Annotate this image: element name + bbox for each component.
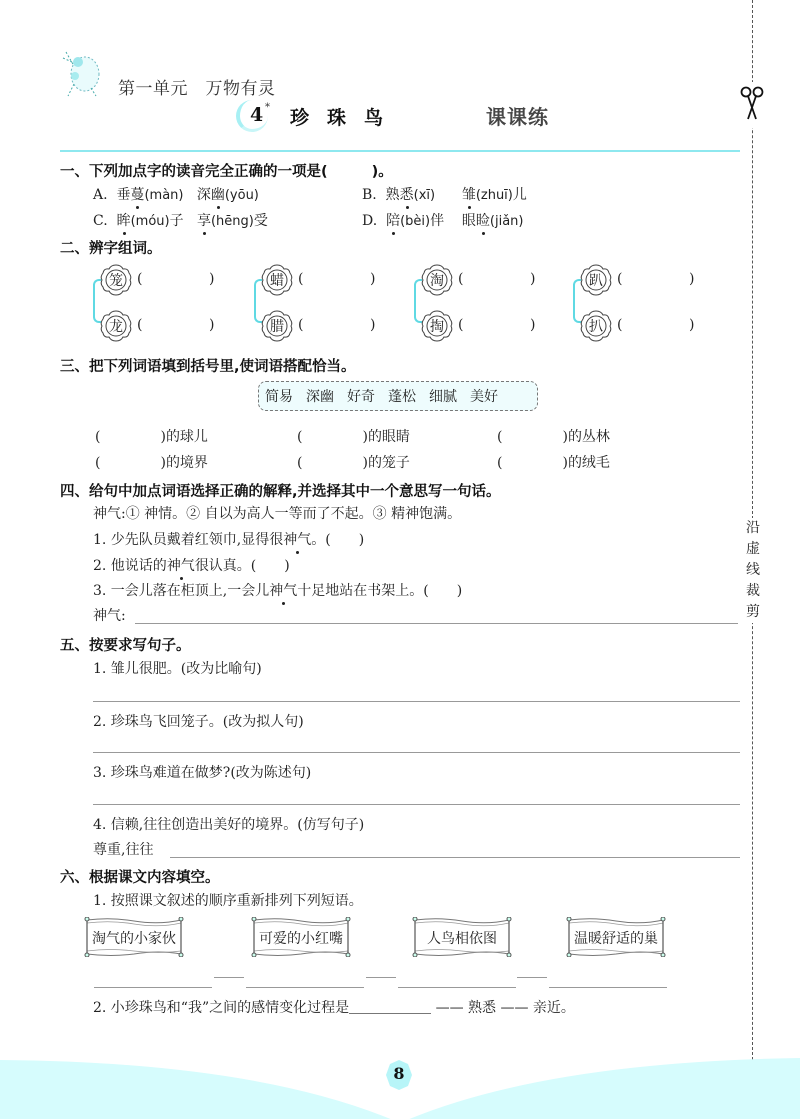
section-6-heading: 六、根据课文内容填空。: [60, 870, 220, 886]
phrase-card[interactable]: 人鸟相依图: [411, 917, 513, 957]
section-5-heading: 五、按要求写句子。: [60, 638, 191, 654]
answer-blank[interactable]: ): [209, 271, 215, 287]
unit-title: 第一单元 万物有灵: [118, 79, 276, 99]
order-blank[interactable]: [398, 987, 516, 988]
flower-char: 趴: [579, 263, 613, 297]
order-blank[interactable]: [94, 987, 212, 988]
section-3-heading: 三、把下列词语填到括号里,使词语搭配恰当。: [60, 359, 356, 375]
order-blank[interactable]: [549, 987, 667, 988]
flower-char: 腊: [260, 309, 294, 343]
imitate-prefix: 尊重,往往: [93, 842, 154, 858]
cut-along-line-label: 沿 虚 线 裁 剪: [744, 518, 762, 623]
answer-line[interactable]: [93, 804, 740, 805]
option-a[interactable]: A. 垂蔓(màn) 深幽(yōu): [93, 184, 259, 204]
word-bank: 简易 深幽 好奇 蓬松 细腻 美好: [258, 381, 538, 411]
rewrite-item-2: 2. 珍珠鸟飞回笼子。(改为拟人句): [93, 714, 304, 730]
sentence-3[interactable]: 3. 一会儿落在柜顶上,一会儿神气十足地站在书架上。( ): [93, 580, 462, 600]
scissors-icon: [738, 85, 766, 125]
sentence-2[interactable]: 2. 他说话的神气很认真。( ): [93, 555, 290, 575]
order-arrow: [214, 977, 244, 978]
reorder-question: 1. 按照课文叙述的顺序重新排列下列短语。: [93, 893, 363, 909]
lesson-number-badge: [236, 100, 268, 132]
option-d[interactable]: D. 陪(bèi)伴 眼睑(jiǎn): [362, 210, 524, 230]
phrase-card[interactable]: 淘气的小家伙: [83, 917, 185, 957]
char-pair-4: 趴 ( ) 扒 ( ): [573, 263, 743, 341]
answer-line[interactable]: [93, 701, 740, 702]
answer-line[interactable]: [93, 752, 740, 753]
rewrite-item-4: 4. 信赖,往往创造出美好的境界。(仿写句子): [93, 817, 365, 833]
header-divider: [60, 150, 740, 152]
section-4-heading: 四、给句中加点词语选择正确的解释,并选择其中一个意思写一句话。: [60, 484, 501, 500]
mascot-illustration: [58, 44, 108, 104]
fill-blank[interactable]: ( )的笼子: [297, 455, 410, 471]
flower-char: 掏: [420, 309, 454, 343]
section-2-heading: 二、辨字组词。: [60, 237, 162, 258]
rewrite-item-1: 1. 雏儿很肥。(改为比喻句): [93, 661, 262, 677]
answer-blank[interactable]: ): [370, 271, 376, 287]
option-b[interactable]: B. 熟悉(xī) 雏(zhuī)儿: [362, 184, 527, 204]
lesson-title: 珍珠鸟: [290, 107, 402, 129]
fill-blank[interactable]: ( )的境界: [95, 455, 208, 471]
phrase-card[interactable]: 可爱的小红嘴: [250, 917, 352, 957]
section-1-heading: 一、下列加点字的读音完全正确的一项是( )。: [60, 164, 393, 180]
answer-blank[interactable]: ): [530, 271, 536, 287]
sentence-1[interactable]: 1. 少先队员戴着红领巾,显得很神气。( ): [93, 529, 364, 549]
answer-line[interactable]: [135, 623, 738, 624]
answer-blank[interactable]: ): [209, 317, 215, 333]
lesson-number: 4: [250, 104, 264, 126]
order-arrow: [366, 977, 396, 978]
rewrite-item-3: 3. 珍珠鸟难道在做梦?(改为陈述句): [93, 765, 312, 781]
fill-blank[interactable]: ( )的绒毛: [497, 455, 610, 471]
flower-char: 龙: [99, 309, 133, 343]
page-number-badge: 8: [384, 1058, 414, 1092]
practice-title: 课课练: [486, 105, 549, 129]
flower-char: 笼: [99, 263, 133, 297]
definition-text: 神气:① 神情。② 自以为高人一等而了不起。③ 精神饱满。: [93, 506, 462, 522]
write-prompt: 神气:: [93, 608, 126, 624]
char-pair-3: 淘 ( ) 掏 ( ): [414, 263, 584, 341]
flower-char: 扒: [579, 309, 613, 343]
answer-blank[interactable]: ): [370, 317, 376, 333]
char-pair-2: 蜡 ( ) 腊 ( ): [254, 263, 424, 341]
flower-char: 淘: [420, 263, 454, 297]
option-c[interactable]: C. 眸(móu)子 享(hēng)受: [93, 210, 268, 230]
lesson-optional-mark: *: [265, 102, 270, 113]
answer-blank[interactable]: ): [689, 317, 695, 333]
flower-char: 蜡: [260, 263, 294, 297]
fill-blank[interactable]: ( )的球儿: [95, 429, 208, 445]
answer-line[interactable]: [170, 857, 740, 858]
fill-blank[interactable]: ( )的丛林: [497, 429, 610, 445]
order-arrow: [517, 977, 547, 978]
order-blank[interactable]: [246, 987, 364, 988]
fill-blank[interactable]: ( )的眼睛: [297, 429, 410, 445]
emotion-blank[interactable]: [349, 1000, 431, 1014]
phrase-card[interactable]: 温暖舒适的巢: [565, 917, 667, 957]
char-pair-1: 笼 ( ) 龙 ( ): [93, 263, 263, 341]
answer-blank[interactable]: ): [689, 271, 695, 287]
emotion-question[interactable]: 2. 小珍珠鸟和“我”之间的感情变化过程是 —— 熟悉 —— 亲近。: [93, 1000, 575, 1016]
answer-blank[interactable]: ): [530, 317, 536, 333]
